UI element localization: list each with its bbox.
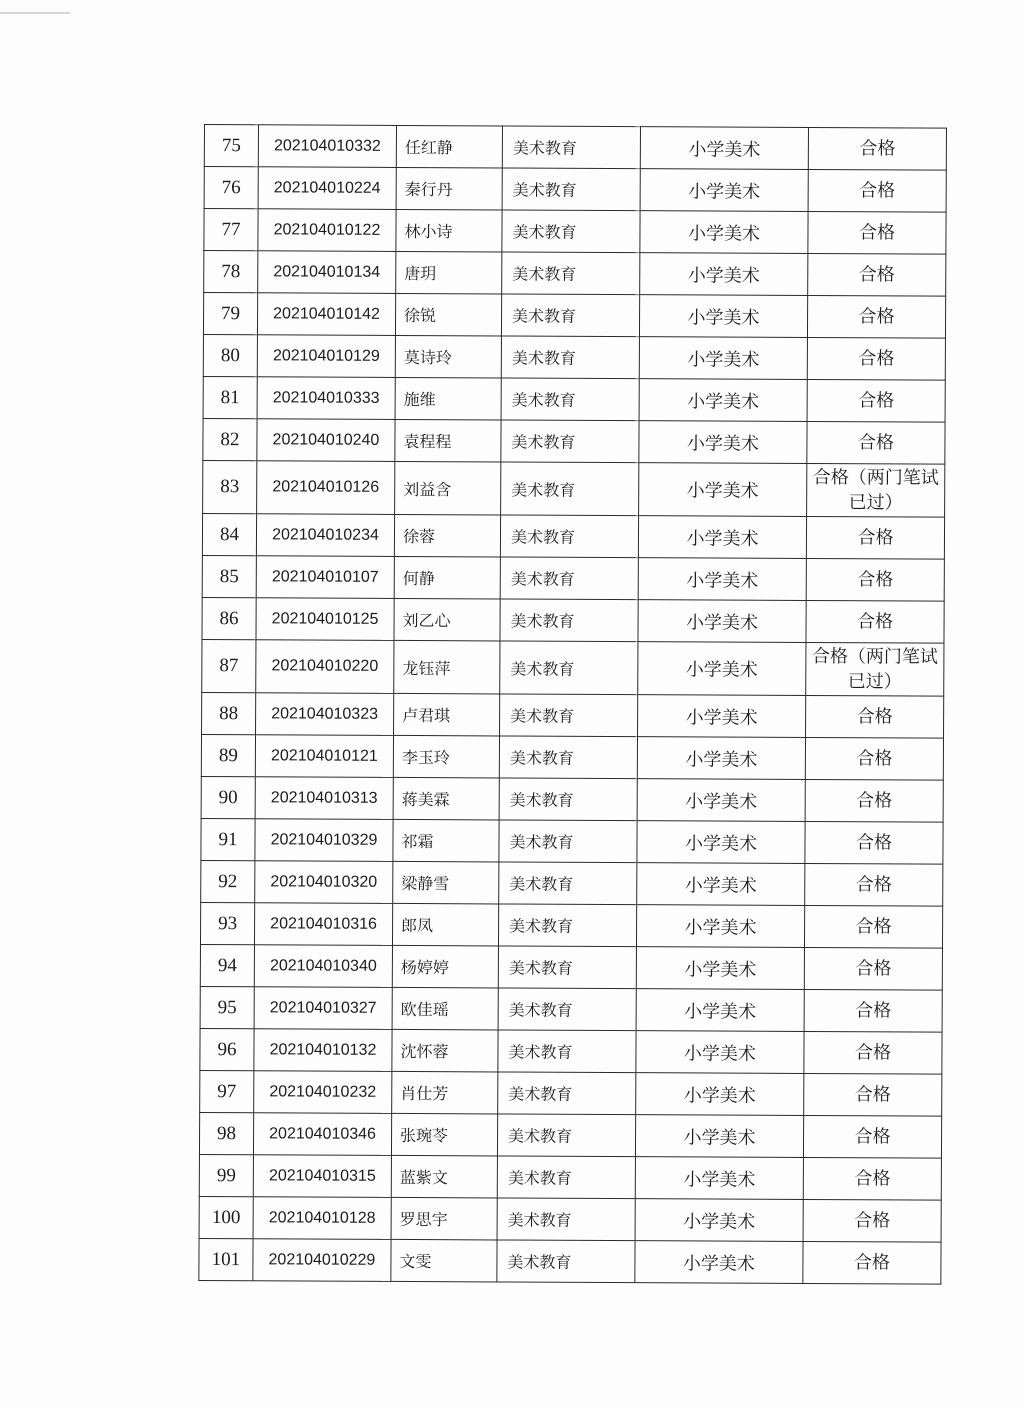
major-cell: 美术教育	[500, 557, 638, 600]
major-cell: 美术教育	[498, 904, 636, 947]
name-cell: 卢君琪	[394, 693, 500, 736]
major-cell: 美术教育	[497, 1240, 635, 1283]
subject-cell: 小学美术	[640, 169, 808, 212]
major-cell: 美术教育	[498, 1072, 636, 1115]
subject-cell: 小学美术	[639, 463, 807, 517]
name-cell: 何静	[394, 556, 500, 599]
table-row	[203, 460, 945, 517]
subject-cell: 小学美术	[635, 1115, 803, 1158]
major-cell: 美术教育	[501, 462, 639, 516]
result-cell: 合格	[807, 379, 945, 422]
subject-cell: 小学美术	[638, 516, 806, 559]
major-cell: 美术教育	[500, 694, 638, 737]
major-cell: 美术教育	[502, 210, 640, 253]
name-cell: 李玉玲	[393, 735, 499, 778]
major-cell: 美术教育	[500, 599, 638, 642]
subject-cell: 小学美术	[636, 989, 804, 1032]
major-cell: 美术教育	[499, 736, 637, 779]
table-row	[202, 597, 944, 643]
row-number-cell: 81	[203, 376, 257, 418]
result-cell: 合格	[805, 779, 943, 822]
subject-cell: 小学美术	[638, 642, 806, 696]
row-number-cell: 84	[202, 513, 256, 555]
name-cell: 蒋美霖	[393, 777, 499, 820]
candidate-id-cell: 202104010132	[254, 1029, 392, 1072]
candidate-id-cell: 202104010125	[256, 598, 394, 641]
result-cell: 合格	[804, 905, 942, 948]
name-cell: 张琬苓	[391, 1113, 497, 1156]
table-row	[200, 902, 942, 948]
table-row	[203, 376, 945, 422]
row-number-cell: 83	[203, 460, 257, 513]
table-row	[201, 776, 943, 822]
row-number-cell: 82	[203, 418, 257, 460]
row-number-cell: 75	[204, 125, 258, 167]
major-cell: 美术教育	[498, 946, 636, 989]
table-row	[199, 1112, 941, 1158]
result-cell: 合格	[803, 1115, 941, 1158]
result-cell: 合格	[808, 253, 946, 296]
candidate-id-cell: 202104010332	[258, 125, 396, 168]
table-row	[204, 125, 946, 171]
major-cell: 美术教育	[501, 420, 639, 463]
subject-cell: 小学美术	[637, 737, 805, 780]
candidate-id-cell: 202104010315	[253, 1155, 391, 1198]
result-cell: 合格	[806, 516, 944, 559]
candidate-id-cell: 202104010142	[257, 293, 395, 336]
result-cell: 合格	[804, 989, 942, 1032]
row-number-cell: 98	[199, 1112, 253, 1154]
row-number-cell: 100	[199, 1196, 253, 1238]
row-number-cell: 76	[204, 167, 258, 209]
subject-cell: 小学美术	[636, 947, 804, 990]
candidate-id-cell: 202104010122	[258, 209, 396, 252]
table-row	[204, 167, 946, 213]
table-row	[200, 1028, 942, 1074]
row-number-cell: 101	[199, 1238, 253, 1280]
candidate-id-cell: 202104010121	[255, 735, 393, 778]
row-number-cell: 86	[202, 597, 256, 639]
table-row	[202, 692, 944, 738]
name-cell: 杨婷婷	[392, 945, 498, 988]
subject-cell: 小学美术	[639, 421, 807, 464]
name-cell: 欧佳瑶	[392, 987, 498, 1030]
subject-cell: 小学美术	[638, 558, 806, 601]
subject-cell: 小学美术	[639, 337, 807, 380]
row-number-cell: 79	[203, 293, 257, 335]
candidate-id-cell: 202104010229	[253, 1239, 391, 1282]
candidate-id-cell: 202104010333	[257, 377, 395, 420]
major-cell: 美术教育	[502, 126, 640, 169]
subject-cell: 小学美术	[636, 905, 804, 948]
candidate-id-cell: 202104010240	[257, 419, 395, 462]
row-number-cell: 85	[202, 555, 256, 597]
candidate-id-cell: 202104010107	[256, 556, 394, 599]
name-cell: 刘益含	[395, 461, 501, 515]
candidate-id-cell: 202104010320	[255, 861, 393, 904]
result-cell: 合格	[808, 211, 946, 254]
result-cell: 合格	[807, 421, 945, 464]
result-cell: 合格	[806, 558, 944, 601]
table-row	[201, 734, 943, 780]
name-cell: 施维	[395, 377, 501, 420]
name-cell: 莫诗玲	[395, 335, 501, 378]
major-cell: 美术教育	[498, 1030, 636, 1073]
name-cell: 郎凤	[392, 903, 498, 946]
results-table	[198, 124, 947, 1285]
result-cell: 合格	[807, 337, 945, 380]
subject-cell: 小学美术	[640, 211, 808, 254]
major-cell: 美术教育	[497, 1114, 635, 1157]
subject-cell: 小学美术	[636, 1073, 804, 1116]
row-number-cell: 78	[204, 251, 258, 293]
table-row	[200, 986, 942, 1032]
name-cell: 林小诗	[396, 209, 502, 252]
name-cell: 梁静雪	[393, 861, 499, 904]
row-number-cell: 87	[202, 639, 256, 692]
table-row	[199, 1154, 941, 1200]
row-number-cell: 96	[200, 1028, 254, 1070]
row-number-cell: 92	[201, 860, 255, 902]
candidate-id-cell: 202104010234	[256, 514, 394, 557]
row-number-cell: 97	[200, 1070, 254, 1112]
candidate-id-cell: 202104010340	[254, 945, 392, 988]
subject-cell: 小学美术	[638, 695, 806, 738]
major-cell: 美术教育	[498, 988, 636, 1031]
row-number-cell: 91	[201, 818, 255, 860]
major-cell: 美术教育	[500, 515, 638, 558]
name-cell: 肖仕芳	[392, 1071, 498, 1114]
name-cell: 祁霜	[393, 819, 499, 862]
candidate-id-cell: 202104010232	[254, 1071, 392, 1114]
major-cell: 美术教育	[501, 294, 639, 337]
table-row	[199, 1238, 941, 1284]
name-cell: 唐玥	[396, 251, 502, 294]
subject-cell: 小学美术	[635, 1241, 803, 1284]
subject-cell: 小学美术	[640, 253, 808, 296]
row-number-cell: 93	[200, 902, 254, 944]
result-cell: 合格	[804, 947, 942, 990]
row-number-cell: 95	[200, 986, 254, 1028]
result-cell: 合格	[805, 863, 943, 906]
subject-cell: 小学美术	[639, 295, 807, 338]
subject-cell: 小学美术	[637, 779, 805, 822]
result-cell: 合格	[805, 821, 943, 864]
candidate-id-cell: 202104010134	[258, 251, 396, 294]
table-row	[202, 639, 944, 696]
result-cell: 合格	[804, 1031, 942, 1074]
candidate-id-cell: 202104010224	[258, 167, 396, 210]
name-cell: 罗思宇	[391, 1197, 497, 1240]
table-row	[199, 1196, 941, 1242]
candidate-id-cell: 202104010329	[255, 819, 393, 862]
name-cell: 刘乙心	[394, 598, 500, 641]
major-cell: 美术教育	[502, 252, 640, 295]
major-cell: 美术教育	[500, 641, 638, 695]
major-cell: 美术教育	[497, 1156, 635, 1199]
table-row	[200, 944, 942, 990]
subject-cell: 小学美术	[640, 127, 808, 170]
candidate-id-cell: 202104010313	[255, 777, 393, 820]
table-row	[200, 1070, 942, 1116]
result-cell: 合格（两门笔试已过）	[806, 642, 944, 696]
result-cell: 合格	[807, 295, 945, 338]
table-row	[203, 293, 945, 339]
name-cell: 龙钰萍	[394, 640, 500, 694]
subject-cell: 小学美术	[635, 1157, 803, 1200]
table-row	[203, 334, 945, 380]
subject-cell: 小学美术	[637, 821, 805, 864]
subject-cell: 小学美术	[639, 379, 807, 422]
result-cell: 合格	[803, 1199, 941, 1242]
major-cell: 美术教育	[499, 820, 637, 863]
subject-cell: 小学美术	[638, 600, 806, 643]
row-number-cell: 89	[201, 734, 255, 776]
candidate-id-cell: 202104010128	[253, 1197, 391, 1240]
subject-cell: 小学美术	[635, 1199, 803, 1242]
result-cell: 合格	[805, 737, 943, 780]
subject-cell: 小学美术	[636, 1031, 804, 1074]
major-cell: 美术教育	[502, 168, 640, 211]
result-cell: 合格	[808, 169, 946, 212]
name-cell: 任红静	[396, 125, 502, 168]
subject-cell: 小学美术	[637, 863, 805, 906]
name-cell: 沈怀蓉	[392, 1029, 498, 1072]
table-row	[201, 860, 943, 906]
major-cell: 美术教育	[499, 778, 637, 821]
major-cell: 美术教育	[501, 378, 639, 421]
result-cell: 合格	[803, 1157, 941, 1200]
result-cell: 合格（两门笔试已过）	[807, 463, 945, 517]
candidate-id-cell: 202104010220	[256, 640, 394, 694]
candidate-id-cell: 202104010126	[257, 461, 395, 515]
row-number-cell: 77	[204, 209, 258, 251]
table-row	[201, 818, 943, 864]
result-cell: 合格	[806, 600, 944, 643]
candidate-id-cell: 202104010129	[257, 335, 395, 378]
name-cell: 徐蓉	[394, 514, 500, 557]
candidate-id-cell: 202104010346	[253, 1113, 391, 1156]
name-cell: 徐锐	[395, 293, 501, 336]
name-cell: 袁程程	[395, 419, 501, 462]
row-number-cell: 88	[202, 692, 256, 734]
result-cell: 合格	[808, 127, 946, 170]
table-row	[203, 418, 945, 464]
candidate-id-cell: 202104010327	[254, 987, 392, 1030]
major-cell: 美术教育	[497, 1198, 635, 1241]
table-row	[204, 251, 946, 297]
row-number-cell: 90	[201, 776, 255, 818]
table-row	[202, 513, 944, 559]
result-cell: 合格	[803, 1241, 941, 1284]
scan-edge-mark	[0, 12, 70, 14]
candidate-id-cell: 202104010316	[254, 903, 392, 946]
name-cell: 文雯	[391, 1239, 497, 1282]
row-number-cell: 99	[199, 1154, 253, 1196]
table-row	[204, 209, 946, 255]
result-cell: 合格	[806, 695, 944, 738]
result-cell: 合格	[804, 1073, 942, 1116]
name-cell: 蓝紫文	[391, 1155, 497, 1198]
table-row	[202, 555, 944, 601]
row-number-cell: 80	[203, 334, 257, 376]
major-cell: 美术教育	[499, 862, 637, 905]
candidate-id-cell: 202104010323	[256, 693, 394, 736]
table-body	[199, 125, 947, 1285]
row-number-cell: 94	[200, 944, 254, 986]
name-cell: 秦行丹	[396, 167, 502, 210]
major-cell: 美术教育	[501, 336, 639, 379]
